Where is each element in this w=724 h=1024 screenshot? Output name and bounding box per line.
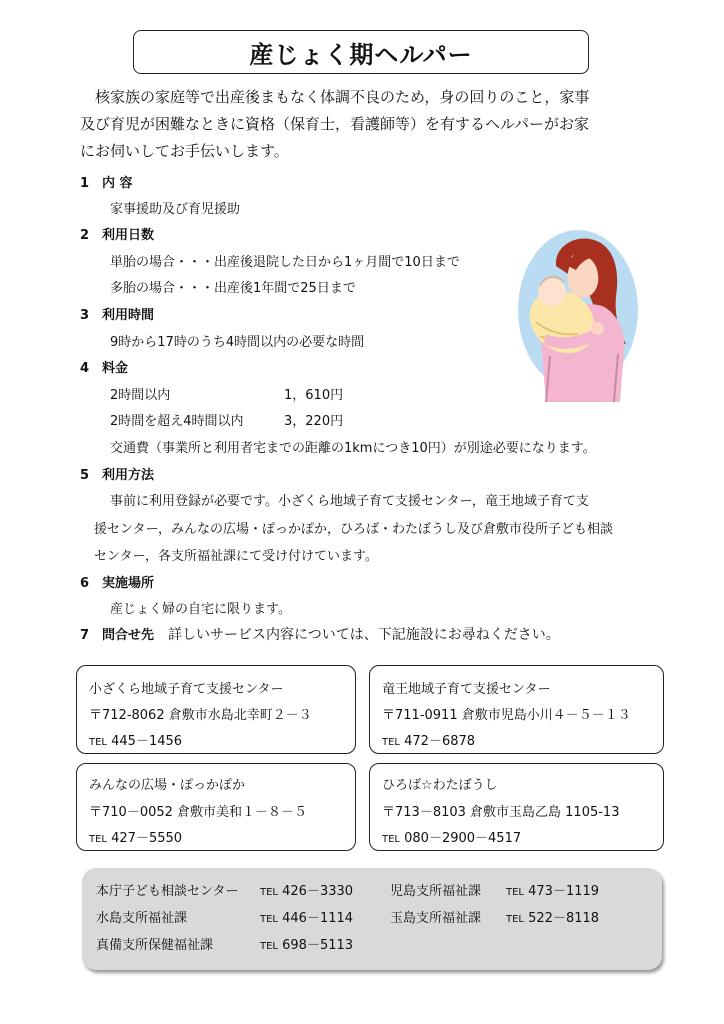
- center-card-watabousi: [369, 763, 664, 851]
- section-7-heading: [80, 624, 560, 644]
- fee-row-2-value: 3，220円: [284, 414, 344, 429]
- fee-row-1-value: 1，610円: [284, 388, 344, 403]
- center-address: 〒712-8062 倉敷市水島北幸町２－３: [89, 708, 312, 723]
- center-tel-number: 472－6878: [404, 734, 476, 749]
- office-tel: [260, 880, 353, 899]
- office-tel-number: 522－8118: [528, 911, 600, 926]
- section-2-heading: [80, 224, 154, 243]
- section-title: 内 容: [102, 176, 133, 191]
- intro-paragraph: [80, 84, 660, 165]
- office-name: 水島支所福祉課: [96, 911, 188, 926]
- section-title: 問合せ先: [102, 628, 155, 643]
- section-2-single-birth: 単胎の場合・・・出産後退院した日から1ヶ月間で10日まで: [110, 255, 460, 270]
- center-tel-number: 445－1456: [111, 734, 183, 749]
- center-address: 〒713－8103 倉敷市玉島乙島 1105-13: [382, 805, 620, 820]
- center-tel-number: 427－5550: [111, 831, 183, 846]
- tel-mark: TEL: [260, 887, 278, 898]
- office-tel-number: 426－3330: [282, 884, 354, 899]
- section-number: 1: [80, 176, 90, 191]
- section-title: 料金: [102, 361, 129, 376]
- section-6-text: 産じょく婦の自宅に限ります。: [110, 602, 291, 617]
- office-name: 本庁子ども相談センター: [96, 884, 239, 899]
- tel-mark: TEL: [382, 834, 400, 845]
- section-title: 利用日数: [102, 228, 155, 243]
- tel-mark: TEL: [506, 914, 524, 925]
- section-5-line-3: センター，各支所福祉課にて受け付けています。: [94, 549, 378, 564]
- section-1-heading: [80, 172, 133, 191]
- intro-line-2: 及び育児が困難なときに資格（保育士，看護師等）を有するヘルパーがお家: [80, 115, 589, 133]
- fee-row-1-label: 2時間以内: [110, 388, 171, 403]
- section-title: 利用方法: [102, 468, 155, 483]
- section-title: 利用時間: [102, 308, 155, 323]
- mother-holding-baby-illustration: [516, 226, 640, 404]
- section-5-line-1: 事前に利用登録が必要です。小ざくら地域子育て支援センター，竜王地域子育て支: [110, 494, 589, 509]
- office-tel: [506, 907, 599, 926]
- section-number: 3: [80, 308, 90, 323]
- center-name: ひろば☆わたぼうし: [382, 778, 498, 793]
- section-number: 6: [80, 576, 90, 591]
- section-6-heading: [80, 572, 154, 591]
- center-name: 竜王地域子育て支援センター: [382, 682, 551, 697]
- section-5-line-2: 援センター，みんなの広場・ぽっかぽか，ひろば・わたぼうし及び倉敷市役所子ども相談: [94, 522, 613, 537]
- center-tel-number: 080－2900－4517: [404, 831, 522, 846]
- center-name: 小ざくら地域子育て支援センター: [89, 682, 284, 697]
- center-tel: [89, 827, 182, 846]
- tel-mark: TEL: [89, 737, 107, 748]
- office-name: 玉島支所福祉課: [390, 911, 482, 926]
- center-card-pokkapoka: [76, 763, 356, 851]
- center-tel: [89, 730, 182, 749]
- fee-transport-note: 交通費（事業所と利用者宅までの距離の1kmにつき10円）が別途必要になります。: [110, 441, 596, 456]
- center-tel: [382, 730, 475, 749]
- tel-mark: TEL: [260, 914, 278, 925]
- center-name: みんなの広場・ぽっかぽか: [89, 778, 246, 793]
- tel-mark: TEL: [260, 941, 278, 952]
- section-number: 4: [80, 361, 90, 376]
- center-tel: [382, 827, 521, 846]
- office-tel: [506, 880, 599, 899]
- section-number: 5: [80, 468, 90, 483]
- section-title: 実施場所: [102, 576, 155, 591]
- center-card-ryuo: [369, 665, 664, 754]
- office-name: 児島支所福祉課: [390, 884, 482, 899]
- tel-mark: TEL: [506, 887, 524, 898]
- tel-mark: TEL: [89, 834, 107, 845]
- fee-row-2-label: 2時間を超え4時間以内: [110, 414, 244, 429]
- title-box: [133, 30, 589, 74]
- center-address: 〒711-0911 倉敷市児島小川４－５－１３: [382, 708, 631, 723]
- section-5-heading: [80, 464, 154, 483]
- section-1-text: 家事援助及び育児援助: [110, 202, 241, 217]
- section-4-heading: [80, 357, 128, 376]
- page-title: 産じょく期ヘルパー: [249, 40, 473, 69]
- office-tel: [260, 907, 353, 926]
- intro-line-1: 核家族の家庭等で出産後まもなく体調不良のため，身の回りのこと，家事: [95, 88, 590, 106]
- section-2-multiple-birth: 多胎の場合・・・出産後1年間で25日まで: [110, 281, 356, 296]
- section-3-heading: [80, 304, 154, 323]
- center-card-kozakura: [76, 665, 356, 754]
- center-address: 〒710－0052 倉敷市美和１－８－５: [89, 805, 308, 820]
- office-tel-number: 446－1114: [282, 911, 354, 926]
- section-3-text: 9時から17時のうち4時間以内の必要な時間: [110, 335, 365, 350]
- tel-mark: TEL: [382, 737, 400, 748]
- office-tel: [260, 934, 353, 953]
- office-tel-number: 698－5113: [282, 938, 354, 953]
- office-contacts-panel: [82, 868, 662, 970]
- section-number: 7: [80, 628, 90, 643]
- intro-line-3: にお伺いしてお手伝いします。: [80, 142, 289, 160]
- office-tel-number: 473－1119: [528, 884, 600, 899]
- office-name: 真備支所保健福祉課: [96, 938, 214, 953]
- section-7-text: 詳しいサービス内容については、下記施設にお尋ねください。: [168, 627, 560, 643]
- section-number: 2: [80, 228, 90, 243]
